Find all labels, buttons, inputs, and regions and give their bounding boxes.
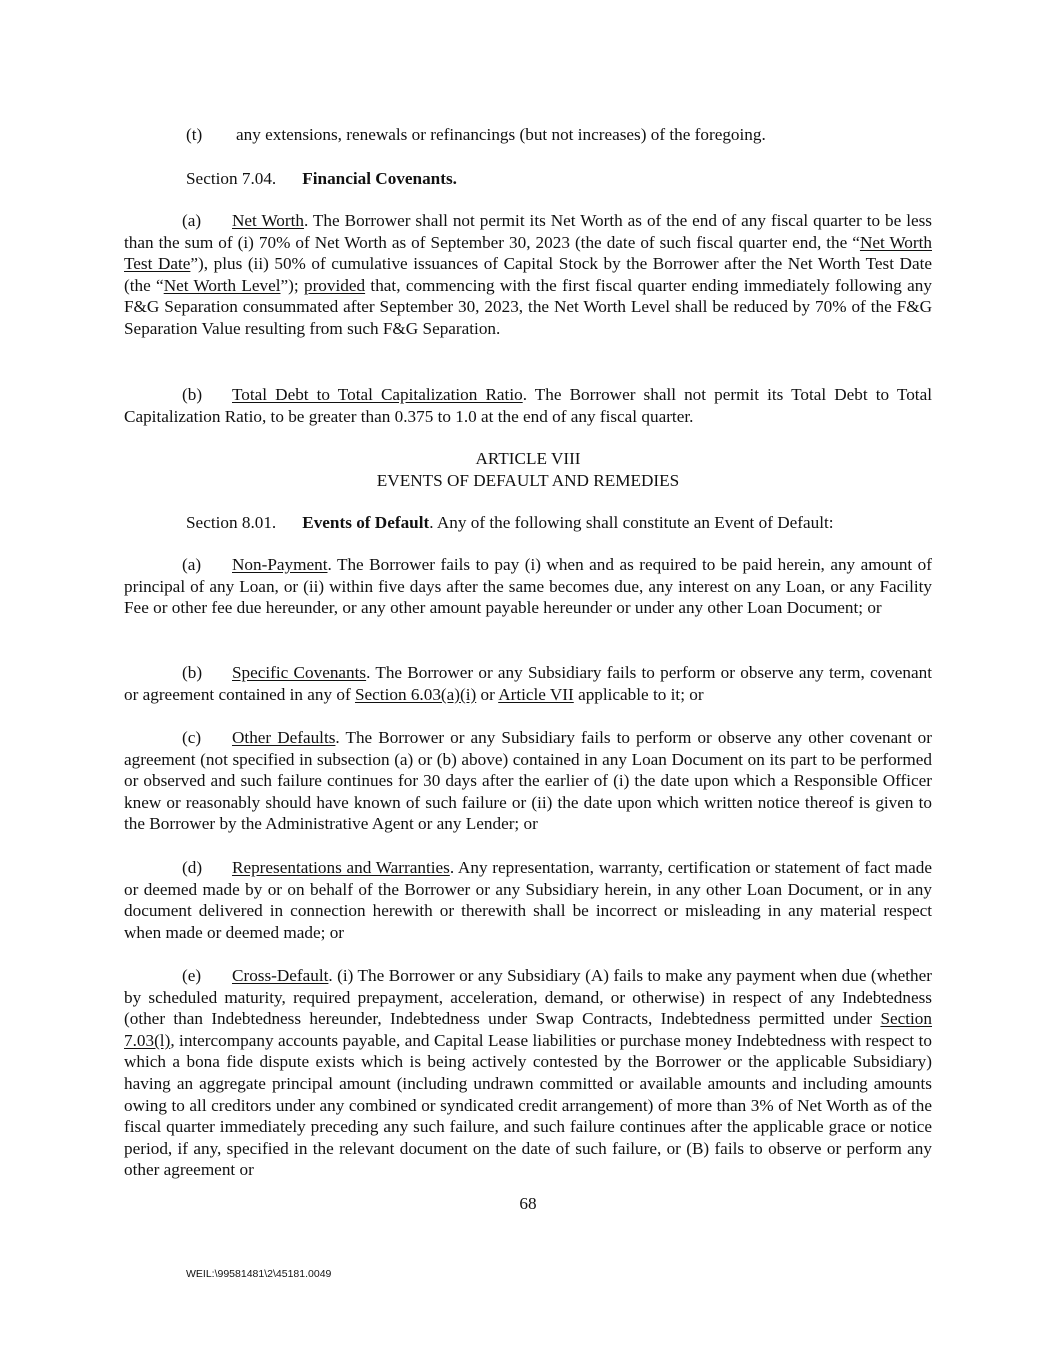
debt-ratio-marker: (b)	[182, 385, 203, 404]
article-number: ARTICLE VIII	[475, 449, 581, 468]
other-defaults-text: . The Borrower or any Subsidiary fails to perform or observe any other covenant or agreement (not specified in subsection (a) or (b) above) contained in any Loan Document on its part to be performed or observed and such failure continues for 30 days after the earlier of (i) the date upon which a Responsible Officer knew or reasonably should have known of such failure or (ii) the date upon which written notice thereof is given to the Borrower by the Administrative Agent or any Lender; or	[124, 728, 932, 834]
specific-covenants-text-2: or	[476, 684, 499, 704]
article-vii-reference: Article VII	[498, 684, 574, 704]
net-worth-text-1: . The Borrower shall not permit its Net Worth as of the end of any fiscal quarter to be less than the sum of (i) 70% of Net Worth as of September 30, 2023 (the date of such fiscal quarter end, the “	[124, 211, 932, 252]
representations-paragraph	[124, 857, 932, 943]
item-t-marker: (t)	[186, 125, 203, 144]
page-number: 68	[519, 1194, 537, 1213]
non-payment-marker: (a)	[182, 555, 202, 574]
representations-text: . Any representation, warranty, certification or statement of fact made or deemed made by or on behalf of the Borrower or any Subsidiary herein, in any other Loan Document, or in any document delivered in connection herewith or therewith shall be incorrect or misleading in any material respect when made or deemed made; or	[124, 858, 933, 942]
net-worth-text-2: ”), plus (ii) 50% of cumulative issuances of Capital Stock by the Borrower after the Net Worth Test Date (the “	[124, 254, 933, 295]
net-worth-level-term: Net Worth Level	[163, 275, 281, 295]
section-7-03-reference: Section 7.03(l)	[124, 1009, 932, 1050]
net-worth-paragraph	[124, 210, 932, 340]
representations-heading: Representations and Warranties	[232, 858, 450, 877]
cross-default-text-1: . (i) The Borrower or any Subsidiary (A) fails to make any payment when due (whether by scheduled maturity, required prepayment, acceleration, demand, or otherwise) in respect of any Indebtedness (other than Indebtedness hereunder, Indebtedness under Swap Contracts, Indebtedness permitted under	[124, 966, 932, 1029]
net-worth-text-3: ”);	[280, 275, 304, 295]
specific-covenants-marker: (b)	[182, 663, 203, 682]
specific-covenants-paragraph	[124, 662, 932, 705]
section-7-04-heading	[124, 168, 932, 190]
net-worth-heading: Net Worth	[232, 211, 304, 230]
net-worth-marker: (a)	[182, 211, 202, 230]
document-footer-id: WEIL:\99581481\2\45181.0049	[186, 1268, 332, 1280]
specific-covenants-heading: Specific Covenants	[232, 663, 367, 682]
debt-ratio-text: . The Borrower shall not permit its Total Debt to Total Capitalization Ratio, to be greater than 0.375 to 1.0 at the end of any fiscal quarter.	[124, 385, 932, 426]
specific-covenants-text-1: . The Borrower or any Subsidiary fails to perform or observe any term, covenant or agreement contained in any of	[124, 663, 932, 704]
debt-ratio-heading: Total Debt to Total Capitalization Ratio	[232, 385, 523, 404]
representations-marker: (d)	[182, 858, 203, 877]
section-8-01-number: Section 8.01.	[186, 513, 277, 532]
other-defaults-heading: Other Defaults	[232, 728, 336, 747]
non-payment-text: . The Borrower fails to pay (i) when and as required to be paid herein, any amount of principal of any Loan, or (ii) within five days after the same becomes due, any interest on any Loan, or any Facility Fee or other fee due hereunder, or any other amount payable hereunder or under any other Loan Document; or	[124, 555, 932, 618]
cross-default-marker: (e)	[182, 966, 202, 985]
provided-term: provided	[303, 275, 366, 295]
section-7-04-number: Section 7.04.	[186, 169, 277, 188]
item-t-paragraph	[124, 124, 932, 146]
debt-ratio-paragraph	[124, 384, 932, 427]
other-defaults-marker: (c)	[182, 728, 202, 747]
net-worth-text-4: that, commencing with the first fiscal quarter ending immediately following any F&G Separation consummated after September 30, 2023, the Net Worth Level shall be reduced by 70% of the F&G Separation Value resulting from such F&G Separation.	[124, 275, 932, 338]
section-8-01-title: Events of Default	[302, 513, 430, 532]
non-payment-paragraph	[124, 554, 932, 619]
section-8-01-text: . Any of the following shall constitute an Event of Default:	[429, 513, 834, 532]
article-heading	[124, 448, 932, 491]
specific-covenants-text-3: applicable to it; or	[573, 684, 704, 704]
section-7-04-title: Financial Covenants.	[302, 169, 457, 188]
other-defaults-paragraph	[124, 727, 932, 835]
article-title: EVENTS OF DEFAULT AND REMEDIES	[376, 470, 680, 490]
section-6-03-reference: Section 6.03(a)(i)	[354, 684, 477, 704]
non-payment-heading: Non-Payment	[232, 555, 328, 574]
item-t-text: any extensions, renewals or refinancings (but not increases) of the foregoing.	[236, 125, 766, 144]
cross-default-text-2: , intercompany accounts payable, and Capital Lease liabilities or purchase money Indebtedness with respect to which a bona fide dispute exists which is being actively contested by the Borrower or the applicable Subsidiary) having an aggregate principal amount (including undrawn committed or available amounts and including amounts owing to all creditors under any combined or syndicated credit arrangement) of more than 3% of Net Worth as of the fiscal quarter immediately preceding any such failure, and such failure continues after the applicable grace or notice period, if any, specified in the relevant document on the date of such failure, or (B) fails to observe or perform any other agreement or	[124, 1030, 932, 1180]
cross-default-heading: Cross-Default	[232, 966, 329, 985]
cross-default-paragraph	[124, 965, 932, 1181]
section-8-01-heading	[124, 512, 932, 534]
net-worth-test-date-term: Net Worth Test Date	[124, 232, 932, 274]
